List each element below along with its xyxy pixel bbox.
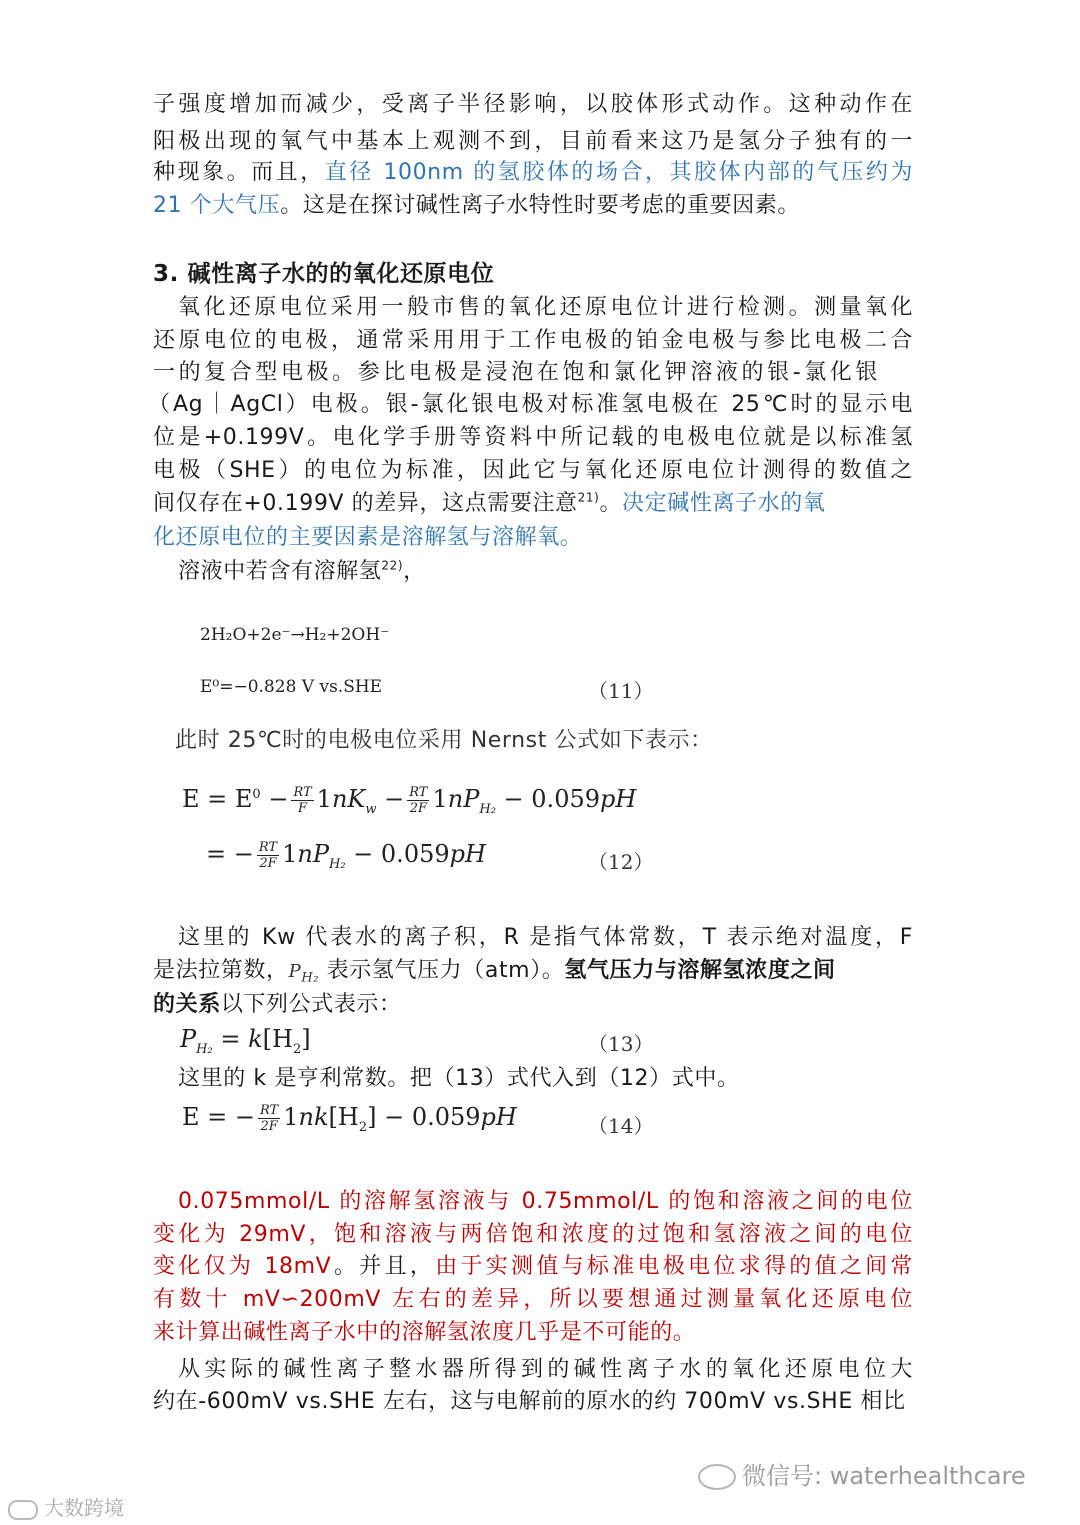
- para2-bold-text: 氢气压力与溶解氢浓度之间: [564, 958, 836, 983]
- para1-highlight-blue-2: 21 个大气压: [153, 193, 281, 218]
- eq11-number: （11）: [588, 679, 654, 703]
- section3-line9: 溶液中若含有溶解氢$^{22)}$，: [178, 558, 426, 584]
- para2-line2: 是法拉第数，$P_{H_2}$ 表示氢气压力（atm）。氢气压力与溶解氢浓度之间: [153, 958, 836, 986]
- section3-line1: 氧化还原电位采用一般市售的氧化还原电位计进行检测。测量氧化: [178, 295, 913, 320]
- section3-line3: 一的复合型电极。参比电极是浸泡在饱和氯化钾溶液的银-氯化银: [153, 360, 878, 385]
- eq14-formula: E = − $\frac{RT}{2F}$ $1nk[H_2] - 0.059pH$: [182, 1103, 517, 1135]
- p-h2-symbol: $P_{H_2}$: [288, 961, 320, 986]
- section3-line2: 还原电位的电极，通常采用用于工作电极的铂金电极与参比电极二合: [153, 328, 913, 353]
- logo-icon: [8, 1500, 38, 1520]
- eq12-line2: = − $\frac{RT}{2F}$ $1nP_{H_2} - 0.059pH$: [206, 840, 486, 872]
- reference-22: 22): [381, 558, 404, 573]
- section3-highlight-blue: 决定碱性离子水的氧: [622, 491, 826, 516]
- para3-line5: 来计算出碱性离子水中的溶解氢浓度几乎是不可能的。: [153, 1320, 696, 1345]
- para1-line4: [153, 190, 913, 222]
- eq12-number: （12）: [588, 850, 654, 874]
- section3-line8: 化还原电位的主要因素是溶解氢与溶解氧。: [153, 525, 583, 550]
- section3-line7: 间仅存在+0.199V 的差异，这点需要注意$^{21)}$。决定碱性离子水的氧: [153, 490, 826, 516]
- eq11-reaction: 2H₂O+2e⁻→H₂+2OH⁻: [200, 625, 390, 645]
- para1-line3: [153, 157, 913, 189]
- eq13-formula: $P_{H_2} = k[H_2]$: [180, 1025, 311, 1057]
- section3-line6: 电极（SHE）的电位为标准，因此它与氧化还原电位计测得的数值之: [153, 458, 913, 483]
- eq13-number: （13）: [588, 1032, 654, 1056]
- para1-line3-text: 种现象。而且，: [153, 160, 325, 185]
- para2-line1: 这里的 Kw 代表水的离子积，R 是指气体常数，T 表示绝对温度，F: [178, 925, 913, 950]
- para1-highlight-blue: 直径 100nm 的氢胶体的场合，其胶体内部的气压约为: [324, 160, 913, 185]
- footer-left-logo: [8, 1492, 124, 1521]
- footer-wechat: [698, 1456, 1026, 1491]
- para2-bold-text-2: 的关系: [153, 992, 221, 1017]
- para4-line1: 从实际的碱性离子整水器所得到的碱性离子水的氧化还原电位大: [178, 1357, 913, 1382]
- section-heading: 3. 碱性离子水的的氧化还原电位: [153, 261, 495, 287]
- section3-line5: 位是+0.199V。电化学手册等资料中所记载的电极电位就是以标准氢: [153, 425, 913, 450]
- para3-line2: 变化为 29mV，饱和溶液与两倍饱和浓度的过饱和氢溶液之间的电位: [153, 1222, 913, 1247]
- para3-line3: 变化仅为 18mV。并且，由于实测值与标准电极电位求得的值之间常: [153, 1254, 914, 1279]
- nernst-intro: 此时 25℃时的电极电位采用 Nernst 公式如下表示：: [175, 728, 713, 753]
- footer-wechat-text: 微信号: waterhealthcare: [742, 1462, 1026, 1490]
- wechat-icon: [698, 1464, 736, 1490]
- para1-line2: 阳极出现的氧气中基本上观测不到，目前看来这乃是氢分子独有的一: [153, 129, 913, 154]
- para1-line4-text: 。这是在探讨碱性离子水特性时要考虑的重要因素。: [280, 193, 801, 218]
- eq12-line1: $E = E^0$ − $\frac{RT}{F}$ $1nK_w$ − $\frac{RT}{2F}$ $1nP_{H_2} - 0.059pH$: [182, 785, 637, 817]
- para2-line3: 的关系以下列公式表示：: [153, 992, 402, 1017]
- reference-21: 21): [577, 490, 600, 505]
- para4-line2: 约在-600mV vs.SHE 左右，这与电解前的原水的约 700mV vs.SHE 相比: [153, 1389, 906, 1414]
- section3-line4: （Ag｜AgCl）电极。银-氯化银电极对标准氢电极在 25℃时的显示电: [148, 392, 913, 417]
- para3-line1: 0.075mmol/L 的溶解氢溶液与 0.75mmol/L 的饱和溶液之间的电位: [178, 1189, 913, 1214]
- eq11-potential: E⁰=−0.828 V vs.SHE: [200, 677, 383, 697]
- eq13-after-text: 这里的 k 是亨利常数。把（13）式代入到（12）式中。: [178, 1066, 740, 1091]
- footer-left-text: 大数跨境: [44, 1496, 124, 1520]
- para1-line1: 子强度增加而减少，受离子半径影响，以胶体形式动作。这种动作在: [153, 92, 913, 117]
- eq14-number: （14）: [588, 1114, 654, 1138]
- para3-line4: 有数十 mV∽200mV 左右的差异，所以要想通过测量氧化还原电位: [153, 1287, 913, 1312]
- section3-line7-text: 间仅存在+0.199V 的差异，这点需要注意: [153, 491, 578, 516]
